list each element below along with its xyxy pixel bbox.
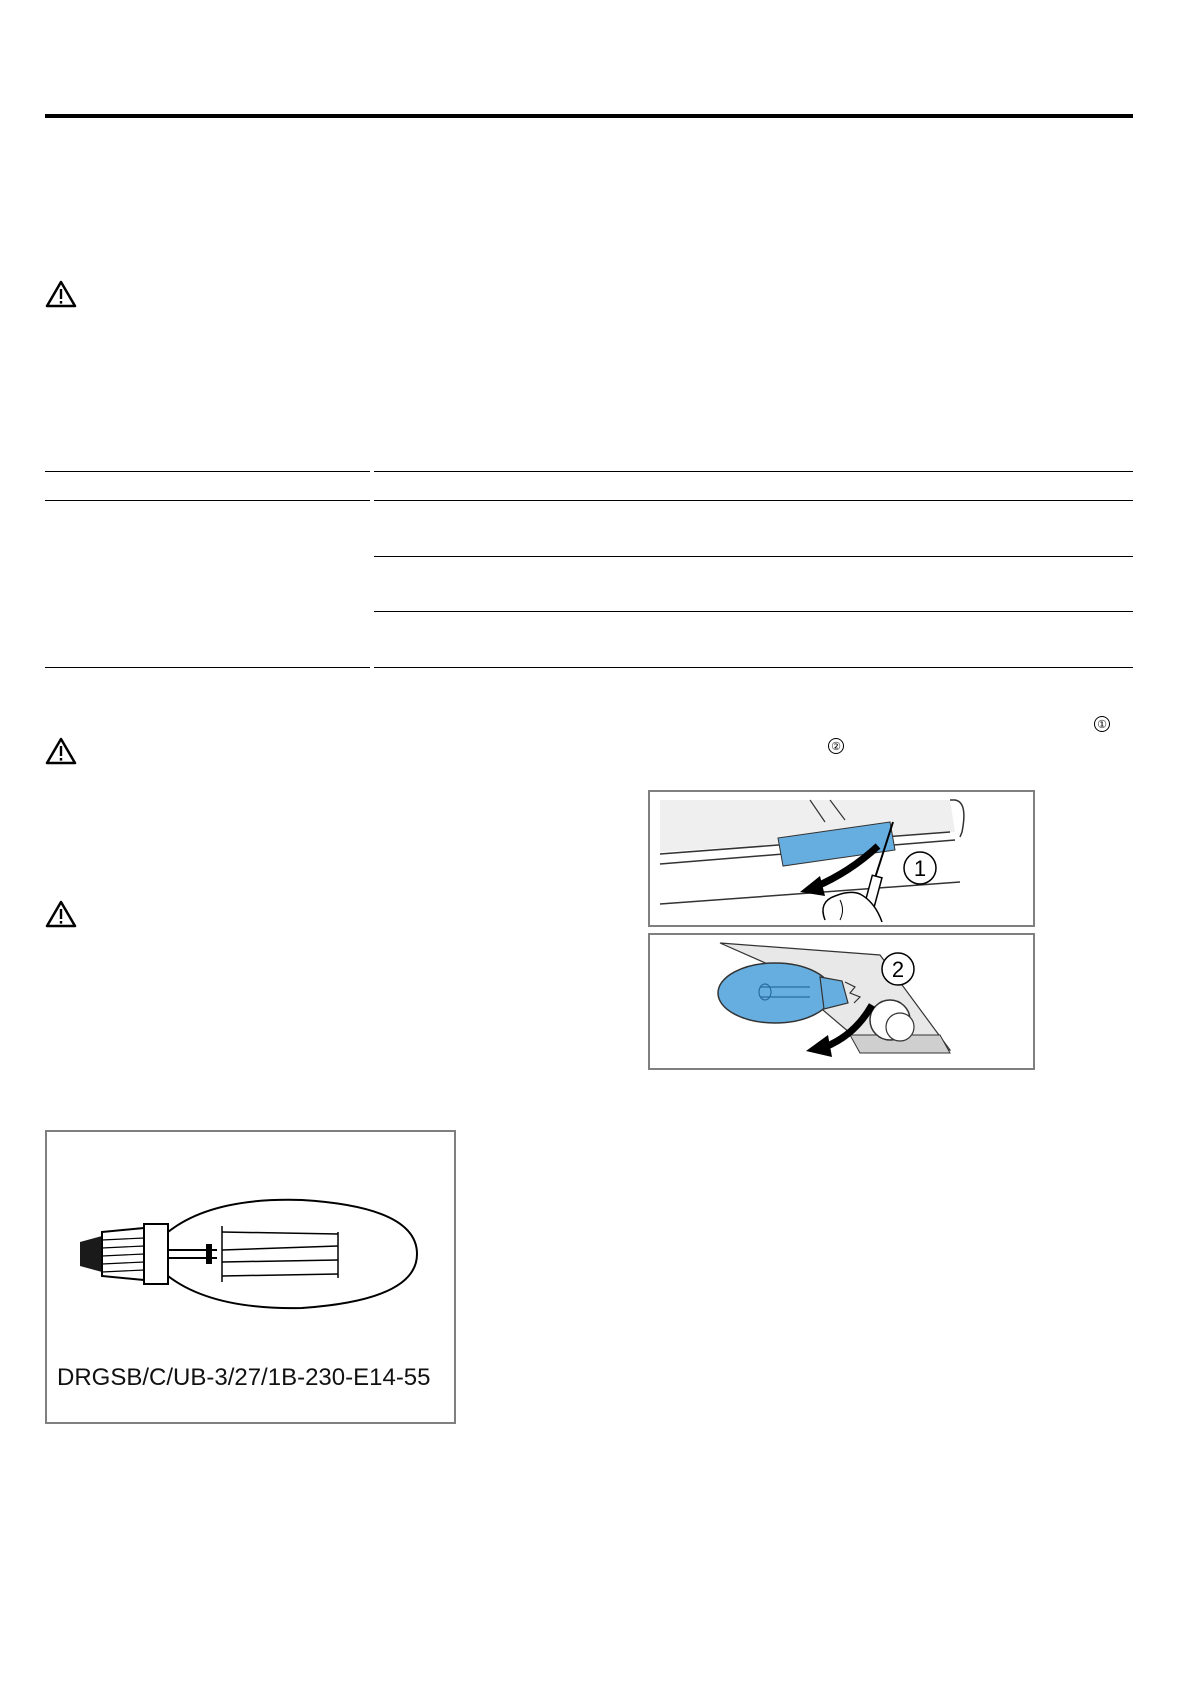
bulb-illustration	[72, 1192, 432, 1312]
table-rule	[374, 667, 1133, 668]
table-rule	[45, 500, 370, 501]
table-rule	[45, 667, 370, 668]
step-marker-1: ①	[1094, 716, 1110, 732]
table-rule	[374, 556, 1133, 557]
table-rule	[374, 611, 1133, 612]
unscrew-bulb-illustration	[650, 935, 1033, 1068]
step-marker-2: ②	[828, 738, 844, 754]
step-1-label: 1	[913, 856, 927, 881]
figure-bulb-spec	[45, 1130, 456, 1424]
header-rule	[45, 114, 1133, 118]
step-2-label: 2	[891, 957, 905, 982]
warning-triangle-icon	[45, 900, 77, 928]
figure-remove-cover	[648, 790, 1035, 927]
table-rule	[45, 471, 370, 472]
warning-triangle-icon	[45, 280, 77, 308]
bulb-type-label: DRGSB/C/UB-3/27/1B-230-E14-55	[57, 1364, 431, 1391]
table-rule	[374, 500, 1133, 501]
remove-cover-illustration	[650, 792, 1033, 925]
table-rule	[374, 471, 1133, 472]
figure-unscrew-bulb	[648, 933, 1035, 1070]
warning-triangle-icon	[45, 737, 77, 765]
